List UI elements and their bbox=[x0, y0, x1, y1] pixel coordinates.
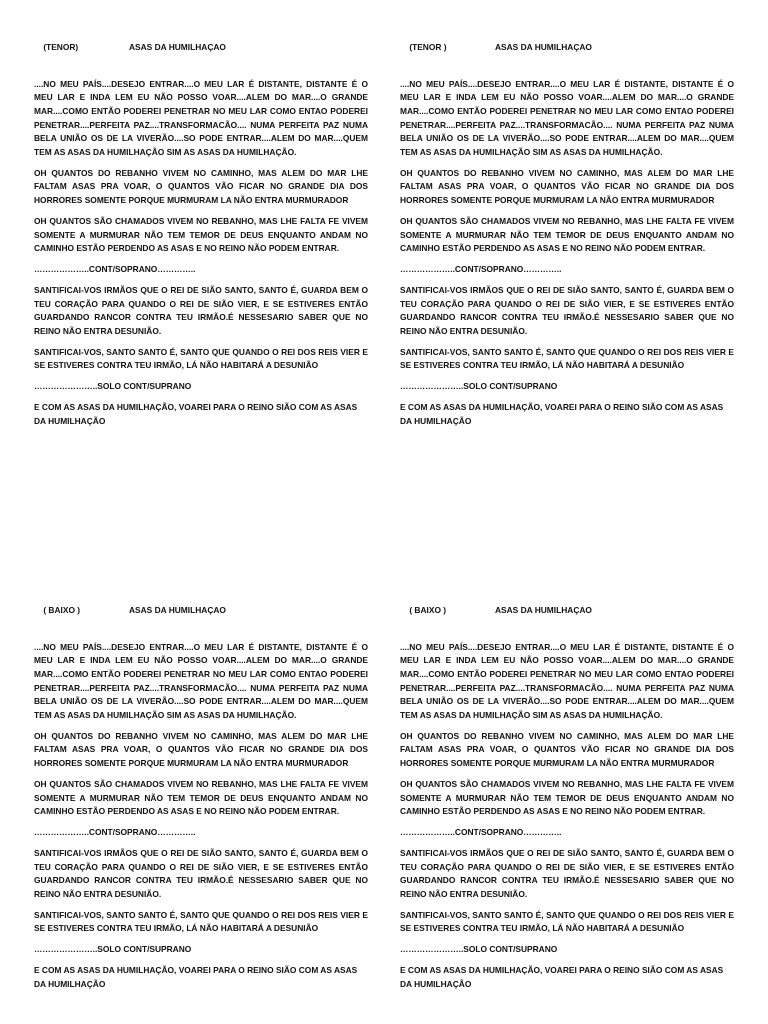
verse-2: OH QUANTOS DO REBANHO VIVEM NO CAMINHO, MAS ALEM DO MAR LHE FALTAM ASAS PRA VOAR, O QUANTOS VÃO FICAR NO GRANDE DIA DOS HORRORES SOMENTE PORQUE MURMURAM LA NÃO ENTRA MURMURADOR bbox=[34, 167, 368, 205]
verse-3: OH QUANTOS SÃO CHAMADOS VIVEM NO REBANHO, MAS LHE FALTA FE VIVEM SOMENTE A MURMURAR NÃO TEM TEMOR DE DEUS ENQUANTO ANDAM NO CAMINHO ESTÃO PERDENDO AS ASAS E NO REINO NÃO PODEM ENTRAR. bbox=[34, 215, 368, 254]
sheet-header bbox=[400, 590, 734, 631]
verse-3: OH QUANTOS SÃO CHAMADOS VIVEM NO REBANHO, MAS LHE FALTA FE VIVEM SOMENTE A MURMURAR NÃO TEM TEMOR DE DEUS ENQUANTO ANDAM NO CAMINHO ESTÃO PERDENDO AS ASAS E NO REINO NÃO PODEM ENTRAR. bbox=[400, 778, 734, 817]
voice-label: ( BAIXO ) bbox=[43, 604, 81, 615]
voice-label: (TENOR ) bbox=[409, 41, 447, 52]
voice-label: ( BAIXO ) bbox=[409, 604, 447, 615]
verse-1: ....NO MEU PAÍS....DESEJO ENTRAR....O MEU LAR É DISTANTE, DISTANTE É O MEU LAR E INDA LEM EU NÃO POSSO VOAR....ALEM DO MAR....O GRANDE MAR....COMO ENTÃO PODEREI PENETRAR NO MEU LAR COMO ENTAO PODEREI PENETRAR....PERFEITA PAZ....TRANSFORMACÃO.... NUMA PERFEITA PAZ NUMA BELA UNIÃO OS DE LA VIVERÃO....SO PODE ENTRAR....ALEM DO MAR....QUEM TEM AS ASAS DA HUMILHAÇÃO SIM AS ASAS DA HUMILHAÇÃO. bbox=[400, 641, 734, 720]
sheet-header bbox=[400, 27, 734, 68]
verse-2: OH QUANTOS DO REBANHO VIVEM NO CAMINHO, MAS ALEM DO MAR LHE FALTAM ASAS PRA VOAR, O QUANTOS VÃO FICAR NO GRANDE DIA DOS HORRORES SOMENTE PORQUE MURMURAM LA NÃO ENTRA MURMURADOR bbox=[34, 730, 368, 768]
lyric-sheet-bottom-left bbox=[34, 590, 368, 999]
verse-1: ....NO MEU PAÍS....DESEJO ENTRAR....O MEU LAR É DISTANTE, DISTANTE É O MEU LAR E INDA LEM EU NÃO POSSO VOAR....ALEM DO MAR....O GRANDE MAR....COMO ENTÃO PODEREI PENETRAR NO MEU LAR COMO ENTAO PODEREI PENETRAR....PERFEITA PAZ....TRANSFORMACÃO.... NUMA PERFEITA PAZ NUMA BELA UNIÃO OS DE LA VIVERÃO....SO PODE ENTRAR....ALEM DO MAR....QUEM TEM AS ASAS DA HUMILHAÇÃO SIM AS ASAS DA HUMILHAÇÃO. bbox=[34, 78, 368, 157]
verse-2: OH QUANTOS DO REBANHO VIVEM NO CAMINHO, MAS ALEM DO MAR LHE FALTAM ASAS PRA VOAR, O QUANTOS VÃO FICAR NO GRANDE DIA DOS HORRORES SOMENTE PORQUE MURMURAM LA NÃO ENTRA MURMURADOR bbox=[400, 167, 734, 205]
song-title: ASAS DA HUMILHAÇAO bbox=[129, 604, 226, 615]
song-title: ASAS DA HUMILHAÇAO bbox=[495, 41, 592, 52]
verse-5: SANTIFICAI-VOS, SANTO SANTO É, SANTO QUE QUANDO O REI DOS REIS VIER E SE ESTIVERES CONTRA TEU IRMÃO, LÁ NÃO HABITARÁ A DESUNIÃO bbox=[34, 909, 368, 934]
cue-solo-cont-suprano: …………………..SOLO CONT/SUPRANO bbox=[34, 944, 192, 955]
verse-6: E COM AS ASAS DA HUMILHAÇÃO, VOAREI PARA O REINO SIÃO COM AS ASAS DA HUMILHAÇÃO bbox=[34, 402, 358, 426]
lyric-sheet-top-right bbox=[400, 27, 734, 436]
verse-5: SANTIFICAI-VOS, SANTO SANTO É, SANTO QUE QUANDO O REI DOS REIS VIER E SE ESTIVERES CONTRA TEU IRMÃO, LÁ NÃO HABITARÁ A DESUNIÃO bbox=[34, 346, 368, 371]
verse-1: ....NO MEU PAÍS....DESEJO ENTRAR....O MEU LAR É DISTANTE, DISTANTE É O MEU LAR E INDA LEM EU NÃO POSSO VOAR....ALEM DO MAR....O GRANDE MAR....COMO ENTÃO PODEREI PENETRAR NO MEU LAR COMO ENTAO PODEREI PENETRAR....PERFEITA PAZ....TRANSFORMACÃO.... NUMA PERFEITA PAZ NUMA BELA UNIÃO OS DE LA VIVERÃO....SO PODE ENTRAR....ALEM DO MAR....QUEM TEM AS ASAS DA HUMILHAÇÃO SIM AS ASAS DA HUMILHAÇÃO. bbox=[400, 78, 734, 157]
song-title: ASAS DA HUMILHAÇAO bbox=[495, 604, 592, 615]
verse-4: SANTIFICAI-VOS IRMÃOS QUE O REI DE SIÃO SANTO, SANTO É, GUARDA BEM O TEU CORAÇÃO PARA QUANDO O REI DE SIÃO VIER, E SE ESTIVERES ENTÃO GUARDANDO RANCOR CONTRA TEU IRMÃO.É NESSESARIO SABER QUE NO REINO NÃO ENTRA DESUNIÃO. bbox=[400, 848, 734, 899]
verse-2: OH QUANTOS DO REBANHO VIVEM NO CAMINHO, MAS ALEM DO MAR LHE FALTAM ASAS PRA VOAR, O QUANTOS VÃO FICAR NO GRANDE DIA DOS HORRORES SOMENTE PORQUE MURMURAM LA NÃO ENTRA MURMURADOR bbox=[400, 730, 734, 768]
verse-6: E COM AS ASAS DA HUMILHAÇÃO, VOAREI PARA O REINO SIÃO COM AS ASAS DA HUMILHAÇÃO bbox=[400, 402, 724, 426]
song-title: ASAS DA HUMILHAÇAO bbox=[129, 41, 226, 52]
cue-cont-soprano: ………………..CONT/SOPRANO………….. bbox=[34, 827, 196, 838]
sheet-header bbox=[34, 590, 368, 631]
verse-4: SANTIFICAI-VOS IRMÃOS QUE O REI DE SIÃO SANTO, SANTO É, GUARDA BEM O TEU CORAÇÃO PARA QUANDO O REI DE SIÃO VIER, E SE ESTIVERES ENTÃO GUARDANDO RANCOR CONTRA TEU IRMÃO.É NESSESARIO SABER QUE NO REINO NÃO ENTRA DESUNIÃO. bbox=[34, 285, 368, 336]
cue-solo-cont-suprano: …………………..SOLO CONT/SUPRANO bbox=[400, 381, 558, 392]
verse-4: SANTIFICAI-VOS IRMÃOS QUE O REI DE SIÃO SANTO, SANTO É, GUARDA BEM O TEU CORAÇÃO PARA QUANDO O REI DE SIÃO VIER, E SE ESTIVERES ENTÃO GUARDANDO RANCOR CONTRA TEU IRMÃO.É NESSESARIO SABER QUE NO REINO NÃO ENTRA DESUNIÃO. bbox=[34, 848, 368, 899]
lyric-sheet-top-left bbox=[34, 27, 368, 436]
cue-solo-cont-suprano: …………………..SOLO CONT/SUPRANO bbox=[34, 381, 192, 392]
cue-cont-soprano: ………………..CONT/SOPRANO………….. bbox=[400, 264, 562, 275]
cue-cont-soprano: ………………..CONT/SOPRANO………….. bbox=[400, 827, 562, 838]
verse-3: OH QUANTOS SÃO CHAMADOS VIVEM NO REBANHO, MAS LHE FALTA FE VIVEM SOMENTE A MURMURAR NÃO TEM TEMOR DE DEUS ENQUANTO ANDAM NO CAMINHO ESTÃO PERDENDO AS ASAS E NO REINO NÃO PODEM ENTRAR. bbox=[400, 215, 734, 254]
cue-solo-cont-suprano: …………………..SOLO CONT/SUPRANO bbox=[400, 944, 558, 955]
sheet-header bbox=[34, 27, 368, 68]
verse-5: SANTIFICAI-VOS, SANTO SANTO É, SANTO QUE QUANDO O REI DOS REIS VIER E SE ESTIVERES CONTRA TEU IRMÃO, LÁ NÃO HABITARÁ A DESUNIÃO bbox=[400, 909, 734, 934]
lyric-sheet-bottom-right bbox=[400, 590, 734, 999]
verse-6: E COM AS ASAS DA HUMILHAÇÃO, VOAREI PARA O REINO SIÃO COM AS ASAS DA HUMILHAÇÃO bbox=[400, 965, 724, 989]
verse-5: SANTIFICAI-VOS, SANTO SANTO É, SANTO QUE QUANDO O REI DOS REIS VIER E SE ESTIVERES CONTRA TEU IRMÃO, LÁ NÃO HABITARÁ A DESUNIÃO bbox=[400, 346, 734, 371]
verse-1: ....NO MEU PAÍS....DESEJO ENTRAR....O MEU LAR É DISTANTE, DISTANTE É O MEU LAR E INDA LEM EU NÃO POSSO VOAR....ALEM DO MAR....O GRANDE MAR....COMO ENTÃO PODEREI PENETRAR NO MEU LAR COMO ENTAO PODEREI PENETRAR....PERFEITA PAZ....TRANSFORMACÃO.... NUMA PERFEITA PAZ NUMA BELA UNIÃO OS DE LA VIVERÃO....SO PODE ENTRAR....ALEM DO MAR....QUEM TEM AS ASAS DA HUMILHAÇÃO SIM AS ASAS DA HUMILHAÇÃO. bbox=[34, 641, 368, 720]
verse-6: E COM AS ASAS DA HUMILHAÇÃO, VOAREI PARA O REINO SIÃO COM AS ASAS DA HUMILHAÇÃO bbox=[34, 965, 358, 989]
verse-3: OH QUANTOS SÃO CHAMADOS VIVEM NO REBANHO, MAS LHE FALTA FE VIVEM SOMENTE A MURMURAR NÃO TEM TEMOR DE DEUS ENQUANTO ANDAM NO CAMINHO ESTÃO PERDENDO AS ASAS E NO REINO NÃO PODEM ENTRAR. bbox=[34, 778, 368, 817]
verse-4: SANTIFICAI-VOS IRMÃOS QUE O REI DE SIÃO SANTO, SANTO É, GUARDA BEM O TEU CORAÇÃO PARA QUANDO O REI DE SIÃO VIER, E SE ESTIVERES ENTÃO GUARDANDO RANCOR CONTRA TEU IRMÃO.É NESSESARIO SABER QUE NO REINO NÃO ENTRA DESUNIÃO. bbox=[400, 285, 734, 336]
voice-label: (TENOR) bbox=[43, 41, 79, 52]
cue-cont-soprano: ………………..CONT/SOPRANO………….. bbox=[34, 264, 196, 275]
